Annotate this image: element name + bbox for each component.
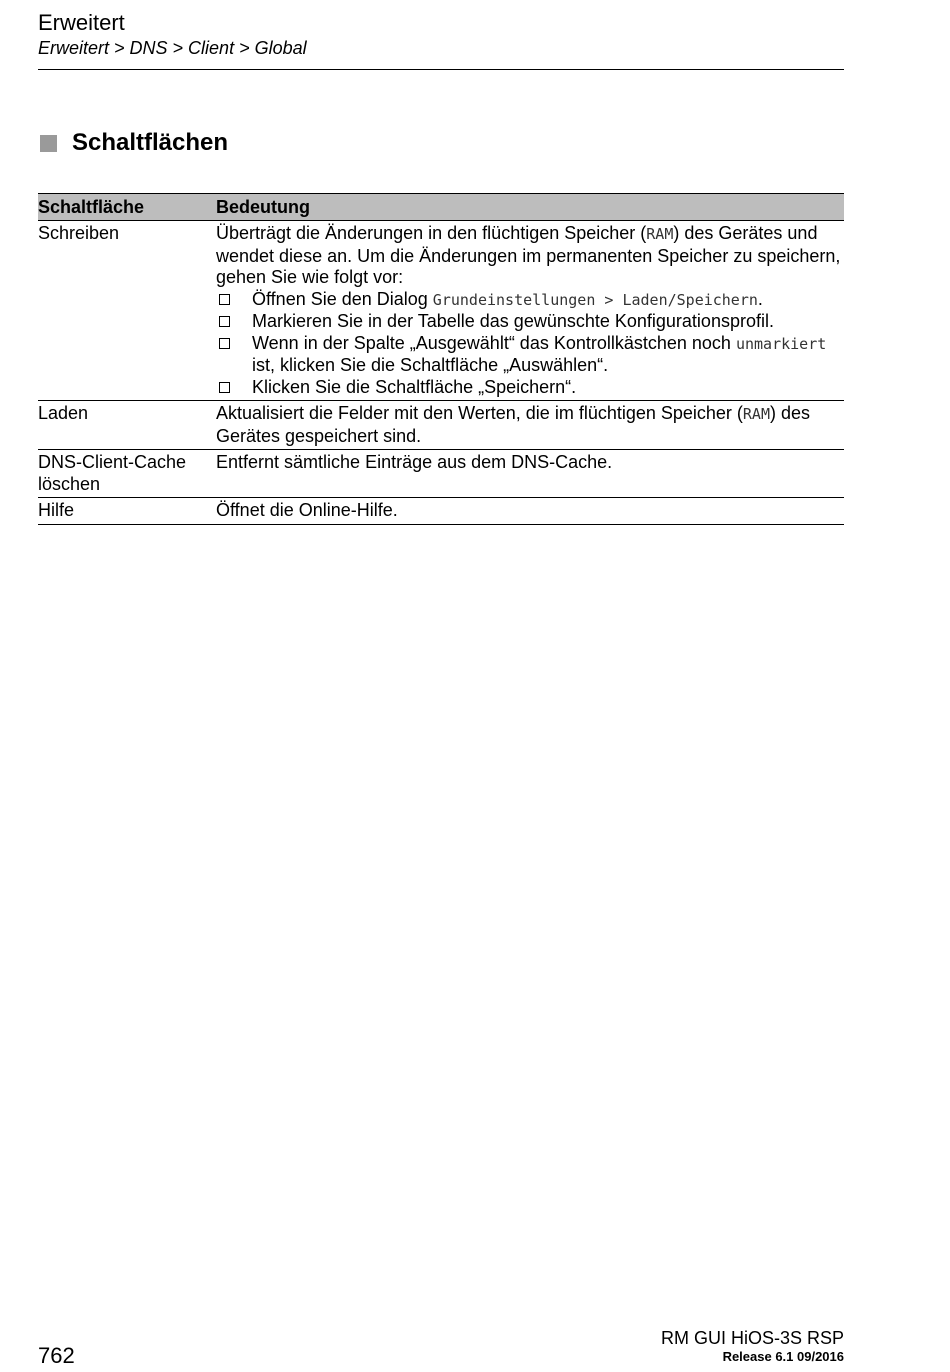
list-item: Klicken Sie die Schaltfläche „Speichern“. <box>216 377 844 399</box>
table-header-row <box>38 194 844 221</box>
list-item: Öffnen Sie den Dialog Grundeinstellungen > Laden/Speichern. <box>216 289 844 312</box>
checkbox-bullet-icon <box>219 316 230 327</box>
table-row <box>38 450 844 498</box>
button-name: Laden <box>38 401 216 450</box>
button-meaning <box>216 221 844 401</box>
breadcrumb: Erweitert > DNS > Client > Global <box>38 38 307 58</box>
section-heading <box>40 128 228 158</box>
checkbox-bullet-icon <box>219 338 230 349</box>
button-name: Hilfe <box>38 498 216 525</box>
button-meaning: Aktualisiert die Felder mit den Werten, die im flüchtigen Speicher (RAM) des Gerätes gespeichert sind. <box>216 401 844 450</box>
button-name: Schreiben <box>38 221 216 401</box>
page-footer <box>661 1327 844 1365</box>
list-item: Markieren Sie in der Tabelle das gewünschte Konfigurationsprofil. <box>216 311 844 333</box>
code-text: unmarkiert <box>735 334 827 353</box>
code-text: RAM <box>742 405 770 423</box>
button-meaning: Öffnet die Online-Hilfe. <box>216 498 844 525</box>
table-row <box>38 498 844 525</box>
step-list <box>216 289 844 399</box>
chapter-title: Erweitert <box>38 10 125 35</box>
meaning-text: Überträgt die Änderungen in den flüchtigen Speicher (RAM) des Gerätes und wendet diese an. Um die Änderungen im permanenten Speicher zu speichern, gehen Sie wie folgt vor: <box>216 223 841 287</box>
table-row <box>38 221 844 401</box>
checkbox-bullet-icon <box>219 382 230 393</box>
table-row <box>38 401 844 450</box>
code-text: RAM <box>646 225 674 243</box>
button-meaning: Entfernt sämtliche Einträge aus dem DNS-Cache. <box>216 450 844 498</box>
buttons-table <box>38 193 844 525</box>
document-title: RM GUI HiOS-3S RSP <box>660 1328 844 1348</box>
page-number: 762 <box>38 1343 75 1368</box>
button-name: DNS-Client-Cache löschen <box>38 450 216 498</box>
header-divider <box>38 69 844 70</box>
code-text: Grundeinstellungen > Laden/Speichern <box>432 290 758 309</box>
page-header <box>38 10 844 60</box>
square-bullet-icon <box>40 135 57 152</box>
release-info: Release 6.1 09/2016 <box>722 1349 844 1364</box>
section-title: Schaltflächen <box>72 129 229 156</box>
column-header-button: Schaltfläche <box>38 194 216 221</box>
column-header-meaning: Bedeutung <box>216 194 844 221</box>
checkbox-bullet-icon <box>219 294 230 305</box>
list-item: Wenn in der Spalte „Ausgewählt“ das Kontrollkästchen noch unmarkiert ist, klicken Sie die Schaltfläche „Auswählen“. <box>216 333 844 377</box>
